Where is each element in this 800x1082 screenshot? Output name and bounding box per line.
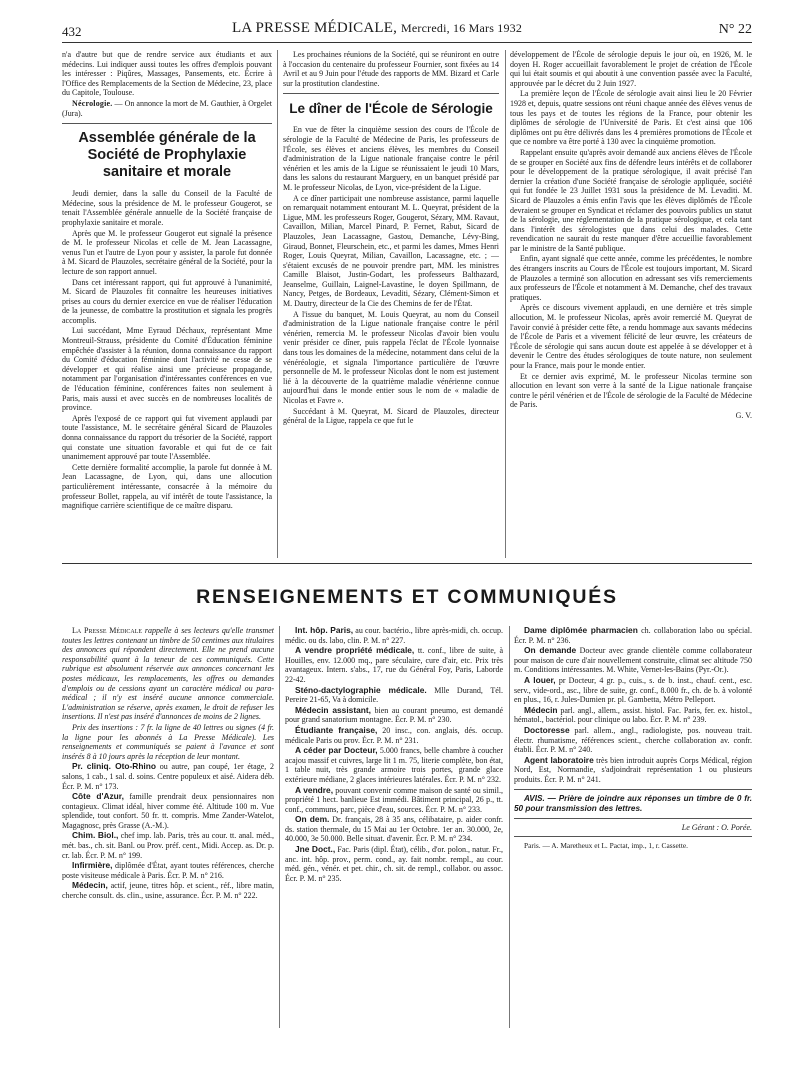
journal-title: LA PRESSE MÉDICALE,: [232, 20, 398, 36]
ads-prices: Prix des insertions : 7 fr. la ligne de 40 lettres ou signes (4 fr. la ligne pour les abonnés à La Presse Médicale). Les renseignements et communiqués se paient à l'avance et sont insérés 8 à 10 jours après la réception de leur montant.: [62, 722, 274, 761]
ad-text: Fac. Paris (dipl. État), célib., d'or. polon., natur. Fr., anc. int. hôp. prov., perm. cond., ay. fait nombr. rempl., au cour. méd. gén., vénér. et pet. chir., ch. sit. de rempl., collabor. ou assoc. Écr. P. M. n° 235.: [285, 845, 503, 883]
article-paragraph: Cette dernière formalité accomplie, la parole fut donnée à M. Jean Lacassagne, de Lyon, qui, dans une allocution particulièrement intéressante, consacrée à la mémoire du professeur Bollet, rappela, au vif intérêt de toute l'assistance, la magnifique carrière scientifique de ce maître disparu.: [62, 462, 272, 511]
ad-label: Étudiante française,: [295, 724, 378, 735]
continued-text: n'a d'autre but que de rendre service aux étudiants et aux médecins. Lui indiquer aussi toutes les offres d'emplois pouvant les intéresser : Piqûres, Massages, Pansements, etc. Écrire à l'Office des Remplacements de la Section de Médecine, 23, place du Capitole, Toulouse.: [62, 50, 272, 98]
section-rule: [283, 93, 499, 94]
article-paragraph: A l'issue du banquet, M. Louis Queyrat, au nom du Conseil d'administration de la Ligue nationale française contre le péril vénérien, remercia M. le professeur Nicolas d'avoir bien voulu venir présider ce dîner, puis rappela l'éclat de l'École lyonnaise dans tous les domaines de la médecine, notamment dans celui de la vénéréologie, et signala l'importance particulière de l'œuvre personnelle de M. le professeur Nicolas dont le nom est justement lié à la découverte de la quatrième maladie vénérienne connue aujourd'hui dans le monde entier sous le nom de « maladie de Nicolas et Favre ».: [283, 309, 499, 405]
ad-text: ou autre, pan coupé, 1er étage, 2 salons, 1 cab., 1 sal. d. soins. Centre populeux et aisé. Aidera déb. Écr. P. M. n° 173.: [62, 762, 274, 791]
necrology-label: Nécrologie.: [72, 98, 113, 108]
newspaper-page: [62, 18, 752, 1064]
avis-notice: AVIS. — Prière de joindre aux réponses un timbre de 0 fr. 50 pour transmission des lettres.: [514, 793, 752, 813]
column-divider: [509, 626, 510, 1028]
page-number: 432: [62, 24, 82, 39]
ad-text: Docteur avec grande clientèle comme collaborateur pour maison de cure d'air nouvellement construite, climat sec altitude 750 m. Conditions intéressantes. M. White, Vernet-les-Bains (Pyr.-Or.).: [514, 646, 752, 675]
classified-ad: [285, 686, 503, 705]
avis-rule-top: [514, 789, 752, 790]
article-paragraph: Enfin, ayant signalé que cette année, comme les précédentes, le nombre des étrangers inscrits au Cours de l'École est toujours important, M. Sicard de Plauzoles a terminé son allocution en adressant ses vifs remerciements aux professeurs de l'École et notamment à M. Demanche, chef des travaux pratiques.: [510, 254, 752, 302]
article-paragraph: En vue de fêter la cinquième session des cours de l'École de sérologie de la Faculté de Médecine de Paris, les professeurs de l'École, ses élèves et anciens élèves, les membres du Conseil d'administration de la Ligue nationale française contre le péril vénérien et les amis de la Ligue se réunissaient le jeudi 10 Mars, dans les salons du restaurant Marguery, en un banquet présidé par M. le professeur Nicolas, de Lyon, vice-président de la Ligue.: [283, 125, 499, 192]
avis-rule-bottom: [514, 818, 752, 819]
ad-label: Médecin assistant,: [295, 704, 371, 715]
ad-text: 5.000 francs, belle chambre à coucher acajou massif et cuivres, large lit 1 m. 75, literie complète, bon état, 1 table nuit, très grande armoire trois portes, grande glace extérieure médiane, 2 glaces intérieures latérales. Écr. P. M. n° 232.: [285, 746, 503, 784]
classified-ad: [514, 726, 752, 755]
ad-text: bien au courant pneumo, est demandé pour grand sanatorium montagne. Écr. P. M. n° 230.: [285, 705, 503, 725]
article-column-2: [283, 50, 499, 558]
issue-date: Mercredi, 16 Mars 1932: [401, 21, 523, 35]
classified-ad: [514, 646, 752, 675]
classified-ad: [285, 706, 503, 725]
header-rule: [62, 42, 752, 43]
classified-ad: [285, 726, 503, 745]
article-column-1: [62, 50, 272, 558]
classified-ad: [285, 815, 503, 844]
necrology-text: — On annonce la mort de M. Gauthier, à Orgelet (Jura).: [62, 98, 272, 118]
ad-text: chef imp. lab. Paris, très au cour. tt. anal. méd., mét. bas., ch. sit. Banl. ou Prov. préf. cent., Midi. Accep. as. Dr. p. cr. lab. Écr. P. M. n° 199.: [62, 831, 274, 860]
article-paragraph: Après que M. le professeur Gougerot eut signalé la présence de M. le professeur Nicolas et celle de M. Jean Lacassagne, venus l'un et l'autre de Lyon pour y assister, la parole fut donnée à M. Sicard de Plauzoles, secrétaire général de la Société, pour la lecture de son rapport annuel.: [62, 228, 272, 276]
classified-ad: [514, 626, 752, 645]
ad-label: Chim. Biol.,: [72, 830, 119, 841]
classified-ad: [62, 792, 274, 830]
article-paragraph: Et ce dernier avis exprimé, M. le professeur Nicolas termine son allocution en levant son verre à la santé de la Ligue nationale française contre le péril vénérien et de l'École de sérologie de la Faculté de Médecine de Paris.: [510, 371, 752, 410]
ad-label: Dame diplômée pharmacien: [524, 626, 638, 635]
continued-text: Les prochaines réunions de la Société, qui se réuniront en outre à l'occasion du centenaire du professeur Fournier, sont fixées au 14 Avril et au 9 Juin pour l'étude des rapports de MM. Bizard et Carle sur la prostitution clandestine.: [283, 50, 499, 88]
ad-text: 20 insc., con. anglais, dés. occup. médicale Paris ou prov. Écr. P. M. n° 231.: [285, 725, 503, 745]
gerant-line: Le Gérant : O. Porée.: [681, 822, 752, 832]
ad-label: A vendre propriété médicale,: [295, 645, 415, 656]
classified-ad: [514, 756, 752, 785]
journal-name: La Presse Médicale: [72, 626, 143, 635]
ad-label: Agent laboratoire: [524, 754, 594, 765]
ads-column-2: [285, 626, 503, 1034]
ad-label: Int. hôp. Paris,: [295, 626, 354, 635]
ad-text: famille prendrait deux pensionnaires non contagieux. Climat idéal, hiver comme été. Altitude 100 m. Vue splendide, tout confort. 50 fr. tt. compris. Mme Zander-Watelot, Magagnosc, près Grasse (A.-M.).: [62, 792, 274, 830]
classified-ad: [285, 786, 503, 815]
ad-text: ch. collaboration labo ou spécial. Écr. P. M. n° 236.: [514, 626, 752, 645]
classified-ad: [285, 646, 503, 684]
issue-number: N° 22: [718, 22, 752, 37]
ad-label: On dem.: [295, 814, 330, 825]
article-paragraph: Lui succédant, Mme Eyraud Déchaux, représentant Mme Montreuil-Strauss, présidente du Comité d'Éducation féminine empêchée d'assister à la réunion, donna connaissance du rapport du Comité d'éducation féminine dont l'activité ne cesse de se développer et qui réalise ainsi une précieuse propagande, notamment par l'organisation d'intéressantes conférences en vue de l'éducation féminine, conférences faites non seulement à Paris, mais aussi et avec succès en de nombreuses localités de province.: [62, 326, 272, 413]
ads-column-3: [514, 626, 752, 1034]
column-divider: [505, 50, 506, 558]
article-paragraph: Après ce discours vivement applaudi, en une dernière et très simple allocution, M. le professeur Nicolas, après avoir remercié M. Queyrat de l'avoir convié à présider cette fête, a rendu hommage aux savants médecins de l'École de Paris et a vivement félicité de leur œuvre, les créateurs de l'École de sérologie qui sans aucun doute est appelée à se développer et à devenir le Centre des études sérologiques de toute nature, non seulement pour la France, mais pour le monde entier.: [510, 303, 752, 370]
article-paragraph: La première leçon de l'École de sérologie avait ainsi lieu le 20 Février 1928 et, depuis, quatre sessions ont réuni chaque année des élèves venus de tous les pays et de toutes les régions de la France, pour obtenir les diplômes de sérologie de l'Université de Paris. Et c'est ainsi que 106 diplômes ont pu être délivrés dans les 4 premières promotions de l'École et que ce nombre va être porté à 130 avec la cinquième promotion.: [510, 89, 752, 147]
ad-text: actif, jeune, titres hôp. et scient., réf., libre matin, cherche consult. ds. clin., usine, assurance. Écr. P. M. n° 222.: [62, 881, 274, 901]
classified-ad: [514, 706, 752, 725]
ad-label: A vendre,: [295, 784, 334, 795]
ad-text: Dr. français, 28 à 35 ans, célibataire, p. aider confr. ds. station thermale, du 15 Mai au 1er Octobre. 1er an. 30.000, 2e, 40.000, 3e 50.000. Belle situat. d'avenir. Écr. P. M. n° 234.: [285, 815, 503, 844]
ad-text: au cour. bactério., libre après-midi, ch. occup. médic. ou ds. labo, clin. P. M. n° 227.: [285, 626, 503, 645]
ad-label: Infirmière,: [72, 860, 113, 871]
article-paragraph: Après l'exposé de ce rapport qui fut vivement applaudi par toute l'assistance, M. le secrétaire général Sicard de Plauzoles donna connaissance du rapport du trésorier de la Société, rapport qui constate une situation favorable et qui fut de ce fait unanimement approuvé par toute l'Assemblée.: [62, 413, 272, 462]
section-rule: [62, 123, 272, 124]
classified-ad: [62, 861, 274, 880]
ad-text: diplômée d'État, ayant toutes références, cherche poste visiteuse médicale à Paris. Écr. P. M. n° 216.: [62, 861, 274, 880]
article-title-assemblee: Assemblée générale de la Société de Prophylaxie sanitaire et morale: [78, 130, 256, 181]
article-paragraph: Jeudi dernier, dans la salle du Conseil de la Faculté de Médecine, sous la présidence de M. le professeur Gougerot, se tenait l'Assemblée générale annuelle de la Société française de prophylaxie sanitaire et morale.: [62, 189, 272, 227]
printer-rule: [514, 836, 752, 837]
ads-intro: [62, 626, 274, 722]
ad-label: Pr. cliniq. Oto-Rhino: [72, 761, 156, 772]
ad-text: parl. angl., allem., assist. histol. Fac. Paris, fer. ex. histol., hématol., bactériol. pour clinique ou labo. Écr. P. M. n° 239.: [514, 705, 752, 725]
ads-column-1: [62, 626, 274, 1034]
ad-label: Médecin: [524, 704, 558, 715]
ad-text: pouvant convenir comme maison de santé ou simil., propriété 1 hect. banlieue Est immédi. Bâtiment principal, 26 p., tt. conf., communs, parc, pièce d'eau, sources. Écr. P. M. n° 233.: [285, 785, 503, 814]
classified-ad: [285, 746, 503, 784]
classified-ad: [514, 676, 752, 705]
article-paragraph: A ce dîner participait une nombreuse assistance, parmi laquelle on remarquait notamment entourant M. L. Queyrat, président de la Ligue, MM. les professeurs Roger, Gougerot, Sézary, MM. Ravaut, Cavaillon, Milian, Marcel Pinard, P. Fernet, Rabut, Sicard de Plauzoles, Jean Lacassagne, Gastou, Demanche, Lévy-Bing, Giraud, Bonnet, Fleurschein, etc., et parmi les dames, Mmes Henri Roger, Louis Queyrat, Milian, Cavaillon, Lacassagne, etc. ; — s'étaient excusés de ne pouvoir prendre part, MM. les ministres Camille Blaisot, Justin-Godart, les professeurs Balthazard, Jeanselme, Guillain, Laignel-Lavastine, le doyen Spillmann, de Nancy, Petges, de Bordeaux, Levaditi, Sézary, Clément-Simon et M. Dautry, directeur de la Cie des Chemins de fer de l'État.: [283, 193, 499, 309]
ad-label: Sténo-dactylographie médicale.: [295, 684, 427, 695]
ad-text: parl. allem., angl., radiologiste, pos. nouveau trait. électr. rhumatisme, références scient., cherche collaboration av. confr. établi. Écr. P. M. n° 240.: [514, 725, 752, 755]
ad-label: Médecin,: [72, 880, 108, 891]
necrology-notice: [62, 99, 272, 118]
article-paragraph: Rappelant ensuite qu'après avoir demandé aux anciens élèves de l'École de se grouper en Société aux fins de défendre leurs intérêts et de collaborer pour le développement de la pratique sérologique, il avait précisé l'an dernier la création d'une Société française de sérologie appliquée, société qui fut fondée le 23 Juillet 1931 sous la présidence de M. Levaditi. M. Sicard de Plauzoles a émis enfin l'avis que les élèves diplômés de l'École devraient se grouper en Syndicat et réclamer des pouvoirs publics un statut de la sérologie, une réglementation de la pratique sérologique, et cela tant dans l'intérêt des sérologistes que dans celui des malades. Cette revendication ne saurait du reste manquer d'être accueillie favorablement par le ministre de la Santé publique.: [510, 147, 752, 253]
article-column-3: [510, 50, 752, 558]
ad-label: A louer,: [524, 674, 556, 685]
classified-ad: [285, 845, 503, 883]
classified-ad: [62, 881, 274, 900]
ad-label: A céder par Docteur,: [295, 745, 378, 756]
section-rule: [62, 563, 752, 564]
article-paragraph: développement de l'École de sérologie depuis le jour où, en 1926, M. le doyen H. Roger accueillait favorablement le projet de création de l'École qui lui était soumis et qui aboutit à une convention passée avec la Faculté, approuvée par le décret du 2 Juin 1927.: [510, 50, 752, 88]
classified-ad: [62, 831, 274, 860]
ad-text: pr Docteur, 4 gr. p., cuis., s. de b. inst., chauf. cent., esc. serv., vide-ord., asc., libre de suite, gr. conf., 8.000 fr., ch. de b. à volonté en plus., 16, r. Jules-Dumien pr. pl. Gambetta, Métro Pelleport.: [514, 675, 752, 705]
ad-text: Mlle Durand, Tél. Pereire 21-65, Va à domicile.: [285, 685, 503, 705]
article-signature: G. V.: [735, 410, 752, 420]
column-divider: [279, 626, 280, 1028]
journal-masthead: [232, 18, 522, 38]
ad-text: tt. conf., libre de suite, à Houilles, env. 12.000 mq., pare séculaire, cure d'air, etc. Prix très avantageux. Intern. s'abs., 17, rue du Général Foy, Paris, Laborde 22-42.: [285, 646, 503, 684]
page-header: [62, 18, 752, 42]
ad-label: Doctoresse: [524, 724, 570, 735]
article-title-diner: Le dîner de l'École de Sérologie: [289, 101, 493, 117]
printer-line: Paris. — A. Maretheux et L. Pactat, imp., 1, r. Cassette.: [524, 841, 689, 851]
ad-label: On demande: [524, 645, 577, 656]
ad-text: très bien introduit auprès Corps Médical, région Nord, Est, Normandie, s'adjoindrait représentation 1 ou plusieurs produits. Écr. P. M. n° 241.: [514, 755, 752, 784]
article-paragraph: Succédant à M. Queyrat, M. Sicard de Plauzoles, directeur général de la Ligue, rappela ce que fut le: [283, 406, 499, 426]
classified-ad: [285, 626, 503, 645]
column-divider: [277, 50, 278, 558]
ad-label: Jne Doct.,: [295, 844, 336, 855]
section-banner: RENSEIGNEMENTS ET COMMUNIQUÉS: [196, 586, 618, 608]
article-paragraph: Dans cet intéressant rapport, qui fut approuvé à l'unanimité, M. Sicard de Plauzoles fit connaître les heureuses initiatives prises au cours du dernier exercice en vue de réaliser l'éducation de la jeunesse, de combattre la prostitution et signala les progrès accomplis.: [62, 277, 272, 325]
ad-label: Côte d'Azur,: [72, 791, 124, 802]
classified-ad: [62, 762, 274, 791]
ads-intro-text: rappelle à ses lecteurs qu'elle transmet toutes les lettres contenant un timbre de 50 centimes aux titulaires des annonces qui répondent directement. Elle ne prend aucune responsabilité quant à la teneur de ces communiqués. Cette rubrique est absolument réservée aux annonces concernant les postes médicaux, les remplacements, les offres ou demandes d'emplois ou de cessions ayant un caractère médical ou para-médical ; il n'y est inséré aucune annonce commerciale. L'administration se réserve, après examen, le droit de refuser les insertions. Il n'est pas inséré d'annonces de moins de 2 lignes.: [62, 626, 274, 722]
